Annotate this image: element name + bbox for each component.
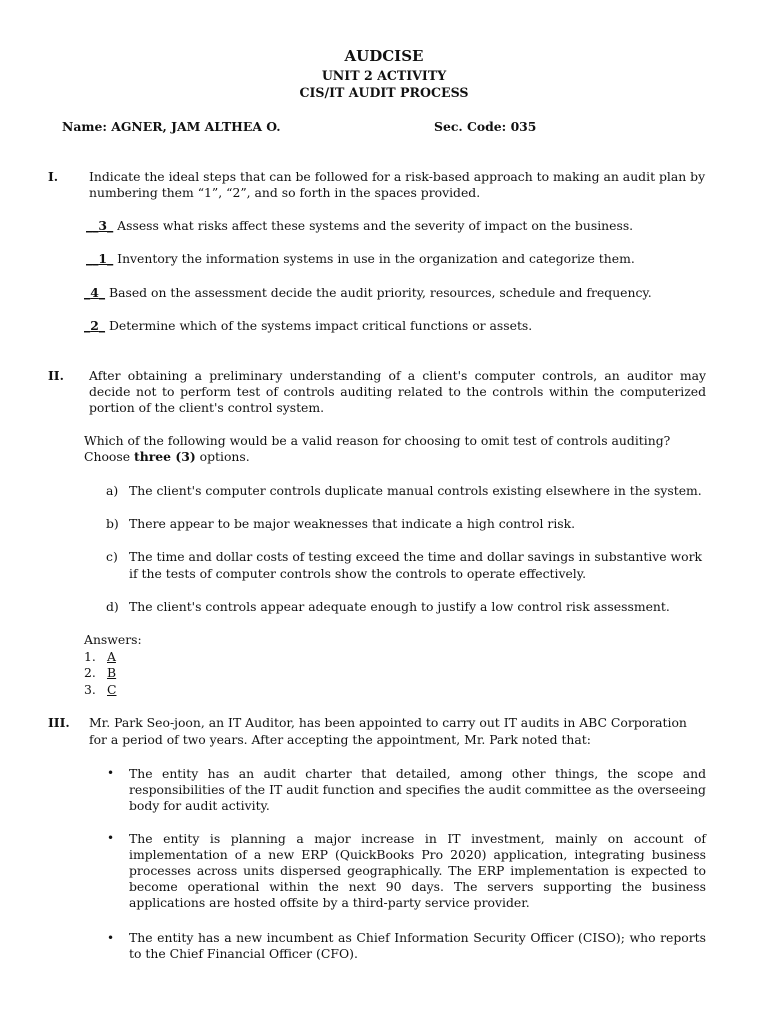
doc-subtitle-unit: UNIT 2 ACTIVITY [321,68,447,83]
step-text: Inventory the information systems in use in the organization and categorize them. [117,251,635,266]
step-item [84,285,652,301]
answer-number: 1. [84,649,96,664]
answer-number: 2. [84,665,96,680]
section-2-question-line2: Choose three (3) options. [84,449,250,464]
student-name: Name: AGNER, JAM ALTHEA O. [62,119,281,134]
option-text: The client's computer controls duplicate manual controls existing elsewhere in the system. [129,483,702,498]
bullet-text: The entity has an audit charter that detailed, among other things, the scope and responsibilities of the IT audit function and specifies the audit committee as the overseeing body for audit activity. [129,766,706,813]
answer-value: C [107,682,117,697]
section-code: Sec. Code: 035 [434,119,537,134]
section-1-number: I. [48,169,59,184]
option-letter: c) [106,549,118,564]
doc-subtitle-topic: CIS/IT AUDIT PROCESS [299,85,469,100]
option-text: There appear to be major weaknesses that indicate a high control risk. [129,516,576,531]
step-blank: _4_ [84,285,106,300]
step-item [86,218,633,234]
option-text: The time and dollar costs of testing exceed the time and dollar savings in substantive work [129,549,703,564]
section-2-number: II. [48,368,64,383]
step-blank: __3_ [86,218,114,233]
answer-value: B [107,665,117,680]
step-text: Assess what risks affect these systems and the severity of impact on the business. [117,218,634,233]
section-2-paragraph: After obtaining a preliminary understanding of a client's computer controls, an auditor may decide not to perform test of controls auditing related to the controls within the computerized portion of the client's control system. [89,368,706,415]
answer-number: 3. [84,682,96,697]
step-text: Based on the assessment decide the audit priority, resources, schedule and frequency. [108,285,652,300]
bullet-text: The entity is planning a major increase in IT investment, mainly on account of implementation of a new ERP (QuickBooks Pro 2020) application, integrating business processes across units dispersed geographically. The ERP implementation is expected to become operational within the next 90 days. The servers supporting the business applications are hosted offsite by a third-party service provider. [129,831,706,910]
option-text-cont: if the tests of computer controls show the controls to operate effectively. [129,566,587,581]
section-1-prompt-line1: Indicate the ideal steps that can be followed for a risk-based approach to making an audit plan by [89,169,706,184]
section-2-question-line1: Which of the following would be a valid reason for choosing to omit test of controls auditing? [84,433,671,448]
option-text: The client's controls appear adequate enough to justify a low control risk assessment. [129,599,670,614]
bullet-icon: • [107,766,115,780]
answer-value: A [107,649,116,664]
step-blank: __1_ [86,251,114,266]
section-3-number: III. [48,715,70,730]
bullet-icon: • [107,931,115,945]
answers-label: Answers: [84,632,142,647]
option-letter: d) [106,599,119,614]
bullet-icon: • [107,831,115,845]
section-3-paragraph-line1: Mr. Park Seo-joon, an IT Auditor, has been appointed to carry out IT audits in ABC Corporation [89,715,687,730]
step-item [86,251,635,267]
bullet-text: The entity has a new incumbent as Chief Information Security Officer (CISO); who reports to the Chief Financial Officer (CFO). [129,930,706,961]
step-item [84,318,532,334]
section-1-prompt-line2: numbering them “1”, “2”, and so forth in the spaces provided. [89,185,481,200]
option-letter: a) [106,483,119,498]
step-blank: _2_ [84,318,106,333]
section-3-paragraph-line2: for a period of two years. After accepting the appointment, Mr. Park noted that: [89,732,591,747]
doc-title: AUDCISE [344,47,424,65]
step-text: Determine which of the systems impact critical functions or assets. [108,318,533,333]
option-letter: b) [106,516,119,531]
